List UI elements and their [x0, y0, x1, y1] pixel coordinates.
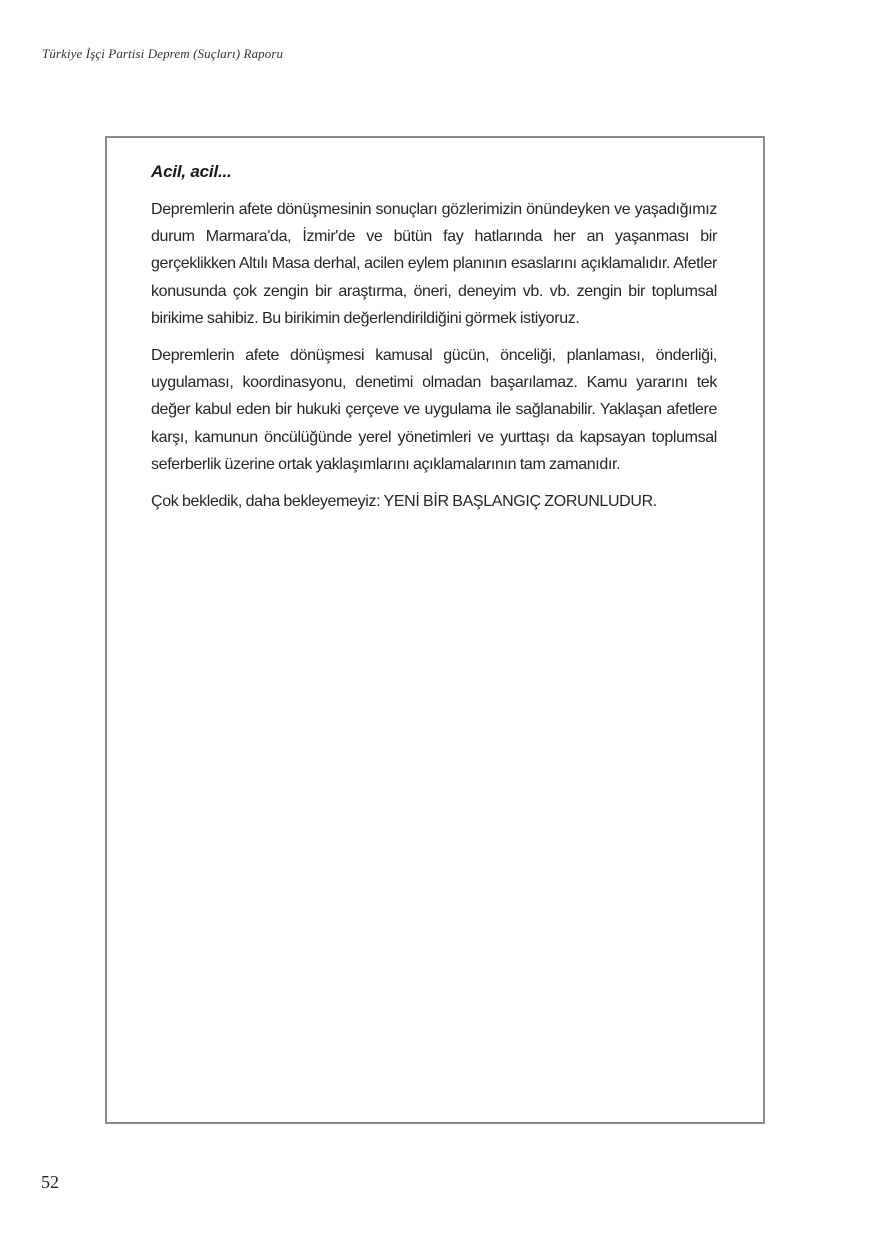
paragraph-2: Depremlerin afete dönüşmesi kamusal gücün, önceliği, planlaması, önderliği, uygulaması, koordinasyonu, denetimi olmadan başarılamaz. Kamu yararını tek değer kabul eden bir hukuki çerçeve ve uygulama ile sağlanabilir. Yaklaşan afetlere karşı, kamunun öncülüğünde yerel yönetimleri ve yurttaşı da kapsayan toplumsal seferberlik üzerine ortak yaklaşımlarını açıklamalarının tam zamanıdır. [151, 347, 717, 473]
section-title: Acil, acil... [151, 162, 232, 181]
page-number: 52 [41, 1172, 59, 1192]
paragraph-3: Çok bekledik, daha bekleyemeyiz: YENİ BİR BAŞLANGIÇ ZORUNLUDUR. [151, 493, 657, 511]
paragraph-1: Depremlerin afete dönüşmesinin sonuçları gözlerimizin önündeyken ve yaşadığımız durum Marmara'da, İzmir'de ve bütün fay hatlarında her an yaşanması bir gerçeklikken Altılı Masa derhal, acilen eylem planının esaslarını açıklamalıdır. Afetler konusunda çok zengin bir araştırma, öneri, deneyim vb. vb. zengin bir toplumsal birikime sahibiz. Bu birikimin değerlendirildiğini görmek istiyoruz. [151, 201, 717, 327]
boxed-section [105, 136, 765, 1124]
running-header: Türkiye İşçi Partisi Deprem (Suçları) Raporu [42, 46, 284, 61]
